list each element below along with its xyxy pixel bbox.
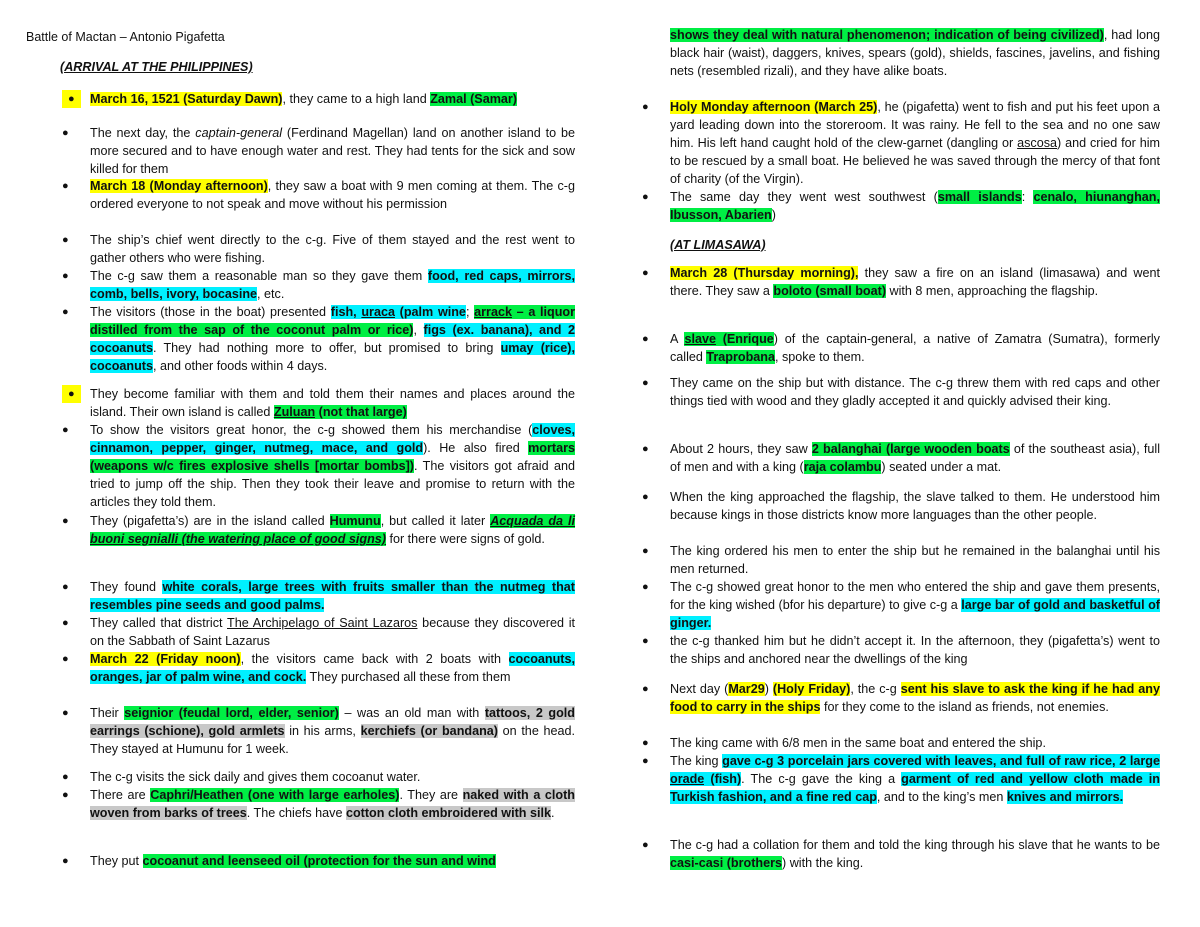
text-run: The king came with 6/8 men in the same boat and entered the ship. [670,736,1046,750]
text-run: , and to the king’s men [876,790,1007,804]
text-run: kerchiefs (or bandana) [360,724,498,738]
list-item [640,264,1160,300]
text-run: . The c-g gave the king a [741,772,902,786]
text-run: . They had nothing more to offer, but promised to bring [152,341,501,355]
text-run: they saw a fire on an island (limasawa) and went there. They saw a [670,266,1160,298]
text-run: white corals, large trees with fruits smaller than the nutmeg that resembles pine seeds and good palms. [90,580,576,612]
text-run: March 28 (Thursday morning), [670,266,859,280]
text-run: March 18 (Monday afternoon) [90,179,268,193]
list-item [60,704,575,758]
bullet-icon: ● [642,545,649,557]
bullet-icon: ● [62,581,69,593]
text-run: small islands [937,190,1022,204]
bullet-icon: ● [62,385,81,403]
text-run: cocoanuts, oranges, jar of palm wine, and cock. [90,652,575,684]
bullet-icon: ● [642,737,649,749]
text-run: , they came to a high land [282,92,431,106]
text-run: cotton cloth embroidered with silk [345,806,551,820]
list-item [640,542,1160,578]
text-run: Mar29 [728,682,765,696]
bullet-icon: ● [62,789,69,801]
text-run: orade [670,772,705,786]
text-run: – was an old man with [338,706,485,720]
text-run: They found [90,580,163,594]
text-run: When the king approached the flagship, the slave talked to them. He understood him because kings in those districts know more languages than the other people. [670,490,1160,522]
text-run: with 8 men, approaching the flagship. [886,284,1099,298]
list-item [640,734,1160,752]
text-run: (Holy Friday) [772,682,851,696]
bullet-icon: ● [62,653,69,665]
text-run: Holy Monday afternoon (March 25) [670,100,878,114]
text-run: Next day ( [670,682,729,696]
text-run: ) of the captain-general, a native of Zamatra (Sumatra), formerly called [670,332,1160,364]
text-run: knives and mirrors. [1006,790,1124,804]
list-item [640,26,1160,80]
text-run: tattoos, 2 gold earrings (schione), gold armlets [90,706,575,738]
text-run: March 16, 1521 (Saturday Dawn) [90,92,283,106]
text-run: uraca [361,305,395,319]
text-run: The ship’s chief went directly to the c-g. Five of them stayed and the rest went to gather others who were fishing. [90,233,575,265]
bullet-icon: ● [642,635,649,647]
text-run: The king [670,754,723,768]
text-run: sent his slave to ask the king if he had any food to carry in the ships [670,682,1160,714]
text-run: , [413,323,424,337]
text-run: , etc. [257,287,285,301]
text-run: (palm wine [394,305,466,319]
text-run: cenalo, hiunanghan, Ibusson, Abarien [670,190,1160,222]
text-run: They (pigafetta’s) are in the island called [90,514,330,528]
text-run: The c-g had a collation for them and told the king through his slave that he wants to be [670,838,1160,852]
text-run: arrack [474,305,512,319]
bullet-icon: ● [642,443,649,455]
text-run: slave [684,332,716,346]
text-run: because they discovered it on the Sabbath of Saint Lazarus [90,616,575,648]
text-run: fish, [330,305,362,319]
bullet-icon: ● [642,755,649,767]
text-run: cocoanut and leenseed oil (protection for the sun and wind [142,854,496,868]
text-run: Traprobana [706,350,775,364]
text-run: in his arms, [284,724,361,738]
text-run: Zuluan [273,405,316,419]
list-item [640,374,1160,410]
bullet-icon: ● [62,306,69,318]
text-run: cloves, cinnamon, pepper, ginger, nutmeg, mace, and gold [90,423,575,455]
text-run: of the southeast asia), full of men and with a king ( [670,442,1160,474]
list-item [640,632,1160,668]
bullet-icon: ● [642,101,649,113]
text-run: About 2 hours, they saw [670,442,812,456]
text-run: They purchased all these from them [306,670,511,684]
text-run: They put [90,854,143,868]
text-run: March 22 (Friday noon) [90,652,241,666]
text-run: (fish) [704,772,742,786]
list-item [60,177,575,213]
text-run: A [670,332,685,346]
bullet-icon: ● [62,855,69,867]
list-item [60,768,575,786]
text-run: large bar of gold and basketful of ginger. [670,598,1160,630]
text-run: ) [764,682,773,696]
text-run: (Ferdinand Magellan) land on another island to be more secured and to have enough water and rest. They had tents for the sick and sow killed for them [90,126,575,176]
text-run: casi-casi (brothers [670,856,782,870]
text-run: (not that large) [315,405,407,419]
text-run: Their [90,706,125,720]
text-run: There are [90,788,151,802]
list-item [640,488,1160,524]
bullet-icon: ● [642,683,649,695]
text-run: shows they deal with natural phenomenon; indication of being civilized) [670,28,1104,42]
text-run: , the c-g [850,682,901,696]
list-item [60,421,575,511]
list-item [60,578,575,614]
text-run: : [1021,190,1034,204]
list-item [640,330,1160,366]
text-run: ). He also fired [423,441,529,455]
text-run: (Enrique [715,332,774,346]
text-run: captain-general [195,126,283,140]
text-run: Zamal (Samar) [430,92,517,106]
text-run: The king ordered his men to enter the ship but he remained in the balanghai until his men returned. [670,544,1160,576]
text-run: for they come to the island as friends, not enemies. [820,700,1109,714]
bullet-icon: ● [62,270,69,282]
text-run: – a liquor distilled from the sap of the coconut palm or rice) [90,305,576,337]
text-run: The visitors (those in the boat) presented [90,305,331,319]
bullet-icon: ● [62,771,69,783]
list-item [60,786,575,822]
bullet-icon: ● [62,127,69,139]
list-item [60,385,575,421]
document-title: Battle of Mactan – Antonio Pigafetta [26,30,225,44]
list-item [640,836,1160,872]
text-run: The next day, the [90,126,196,140]
list-item [640,98,1160,188]
bullet-icon: ● [642,267,649,279]
text-run: , the visitors came back with 2 boats with [240,652,509,666]
list-item [640,680,1160,716]
text-run: umay (rice), cocoanuts [90,341,575,373]
text-run: gave c-g 3 porcelain jars covered with leaves, and full of raw rice, 2 large [722,754,1160,768]
bullet-icon: ● [62,424,69,436]
text-run: 2 balanghai (large wooden boats [811,442,1010,456]
list-item [640,578,1160,632]
list-item [640,752,1160,806]
text-run: , he (pigafetta) went to fish and put his feet upon a yard leading down into the storeroom. It was rainy. He fell to the sea and no one saw him. His left hand caught hold of the clew-garnet (dangling or [670,100,1161,150]
list-item [60,512,575,548]
text-run: , they saw a boat with 9 men coming at them. The c-g ordered everyone to not speak and move without his permission [90,179,575,211]
text-run: ascosa [1017,136,1058,150]
text-run: the c-g thanked him but he didn’t accept it. In the afternoon, they (pigafetta’s) went to the ships and anchored near the dwellings of the king [670,634,1160,666]
text-run: The c-g saw them a reasonable man so they gave them [90,269,428,283]
bullet-icon: ● [642,491,649,503]
section-heading-arrival: (ARRIVAL AT THE PHILIPPINES) [60,60,253,74]
text-run: , spoke to them. [775,350,865,364]
list-item [60,267,575,303]
bullet-icon: ● [62,180,69,192]
text-run: mortars (weapons w/c fires explosive shells [mortar bombs]) [90,441,576,473]
list-item [60,614,575,650]
text-run: figs (ex. banana), and 2 cocoanuts [90,323,576,355]
bullet-icon: ● [642,839,649,851]
text-run: raja colambu [803,460,882,474]
text-run: Caphri/Heathen (one with large earholes) [150,788,400,802]
text-run: , and other foods within 4 days. [152,359,328,373]
bullet-icon: ● [62,515,69,527]
list-item [640,188,1160,224]
text-run: , had long black hair (waist), daggers, knives, spears (gold), shields, fascines, javelins, and fishing nets (resembled rizali), and they have alike boats. [670,28,1160,78]
text-run: The same day they went west southwest ( [670,190,938,204]
text-run: The Archipelago of Saint Lazaros [227,616,418,630]
text-run: for there were signs of gold. [385,532,545,546]
text-run: boloto (small boat) [773,284,887,298]
text-run: Acquada da li buoni segnialli (the watering place of good signs) [90,514,576,546]
text-run: The c-g visits the sick daily and gives them cocoanut water. [90,770,421,784]
text-run: The c-g showed great honor to the men who entered the ship and gave them presents, for the king wished (bfor his departure) to give c-g a [670,580,1160,612]
list-item [60,124,575,178]
bullet-icon: ● [62,707,69,719]
section-heading-limasawa: (AT LIMASAWA) [670,238,766,252]
text-run: ) with the king. [782,856,864,870]
text-run: ; [465,305,475,319]
list-item [60,650,575,686]
text-run: Humunu [329,514,381,528]
text-run: . The visitors got afraid and tried to jump off the ship. Then they took their leave and promise to return with the articles they told them. [90,459,575,509]
bullet-icon: ● [62,234,69,246]
list-item [640,440,1160,476]
text-run: They came on the ship but with distance. The c-g threw them with red caps and other things tied with wood and they gladly accepted it and quickly advised their king. [670,376,1160,408]
list-item [60,852,575,870]
list-item [60,303,575,375]
text-run: food, red caps, mirrors, comb, bells, ivory, bocasine [90,269,576,301]
text-run: ) seated under a mat. [881,460,1002,474]
bullet-icon: ● [642,377,649,389]
bullet-icon: ● [62,617,69,629]
text-run: . The chiefs have [246,806,346,820]
text-run: . [551,806,555,820]
text-run: ) [771,208,776,222]
text-run: To show the visitors great honor, the c-g showed them his merchandise ( [90,423,533,437]
text-run: , but called it later [380,514,491,528]
text-run: ) and cried for him to be rescued by a small boat. He believed he was saved through the mercy of that font of charity (of the Virgin). [670,136,1160,186]
text-run: They called that district [90,616,227,630]
text-run: on the head. They stayed at Humunu for 1 week. [90,724,575,756]
bullet-icon: ● [62,90,81,108]
list-item [60,90,575,108]
text-run: seignior (feudal lord, elder, senior) [124,706,339,720]
text-run: They become familiar with them and told them their names and places around the island. Their own island is called [90,387,575,419]
list-item [60,231,575,267]
text-run: . They are [399,788,463,802]
bullet-icon: ● [642,581,649,593]
bullet-icon: ● [642,191,649,203]
text-run: naked with a cloth woven from barks of trees [90,788,575,820]
text-run: garment of red and yellow cloth made in Turkish fashion, and a fine red cap [670,772,1160,804]
bullet-icon: ● [642,333,649,345]
